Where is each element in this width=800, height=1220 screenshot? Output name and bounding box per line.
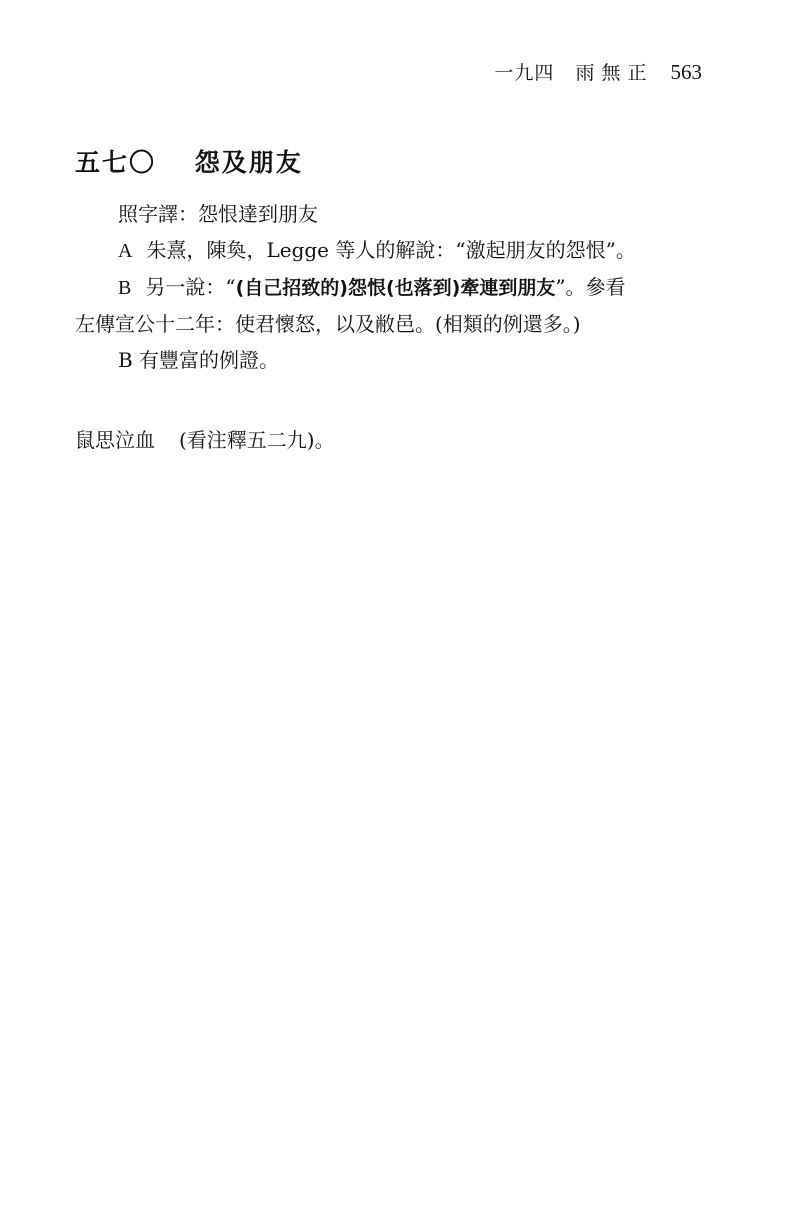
interpretation-b-line-2: 左傳宣公十二年：使君懷怒，以及敝邑。(相類的例還多。)	[75, 312, 581, 336]
entry-title: 怨及朋友	[194, 148, 303, 177]
interpretation-b-emphasis: (自己招致的)怨恨(也落到)牽連到朋友	[235, 277, 556, 299]
interpretation-a-text: 朱熹，陳奐，Legge 等人的解說：“激起朋友的怨恨”。	[146, 238, 636, 262]
interpretation-b-note-text: B 有豐富的例證。	[118, 348, 280, 372]
interpretation-b-continued	[75, 306, 715, 342]
header-section-number: 一九四	[494, 62, 555, 84]
entry-heading	[75, 143, 303, 179]
cross-reference-note	[75, 424, 335, 453]
page-number: 563	[670, 60, 702, 84]
interpretation-b-label: B	[118, 277, 132, 299]
literal-translation	[75, 196, 715, 232]
running-header	[494, 58, 702, 85]
interpretation-a	[75, 232, 715, 269]
entry-number: 五七〇	[75, 148, 157, 177]
interpretation-b-suffix: ”。參看	[555, 275, 626, 299]
cross-reference-term: 鼠思泣血	[75, 428, 155, 452]
interpretation-b-note	[75, 342, 715, 378]
literal-translation-text: 照字譯：怨恨達到朋友	[118, 202, 318, 226]
interpretation-b-prefix: 另一說：“	[145, 275, 236, 299]
interpretation-b-line-1	[75, 269, 715, 306]
interpretation-a-label: A	[118, 240, 133, 262]
interpretation-b	[75, 269, 715, 306]
entry-body	[75, 196, 715, 378]
cross-reference-pointer: (看注釋五二九)。	[179, 428, 335, 452]
header-book-title: 雨無正	[575, 62, 654, 84]
